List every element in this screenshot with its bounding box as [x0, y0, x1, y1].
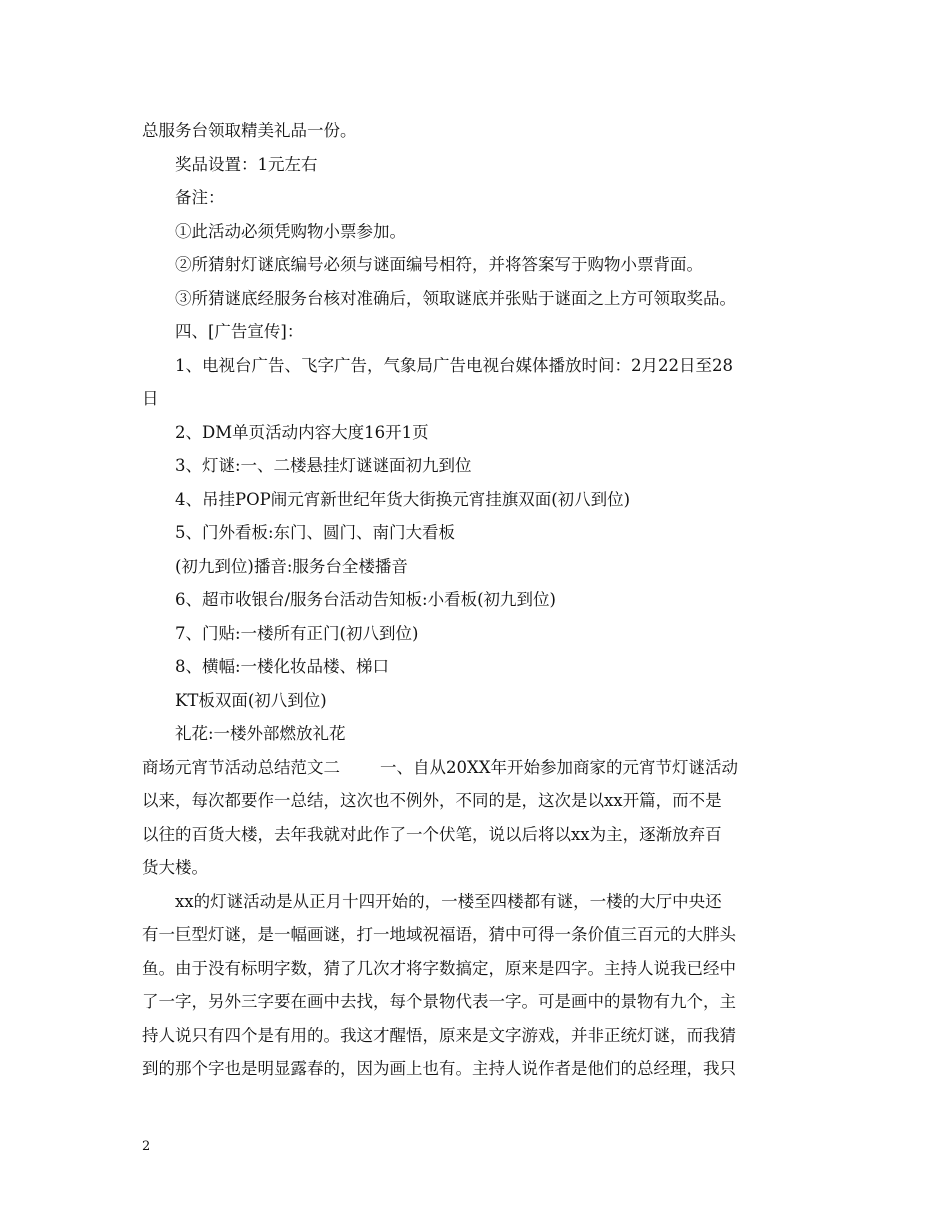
document-body: [142, 114, 810, 1086]
advertising-item: 1、电视台广告、飞字广告，气象局广告电视台媒体播放时间：2月22日至28: [175, 355, 733, 375]
note-item: ①此活动必须凭购物小票参加。: [175, 221, 406, 241]
advertising-item: 3、灯谜:一、二楼悬挂灯谜谜面初九到位: [175, 456, 472, 475]
note-item: ③所猜谜底经服务台核对准确后，领取谜底并张贴于谜面之上方可领取奖品。: [175, 288, 736, 308]
summary-line: 一、自从20XX年开始参加商家的元宵节灯谜活动: [380, 757, 738, 777]
advertising-item: 6、超市收银台/服务台活动告知板:小看板(初九到位): [175, 590, 556, 609]
advertising-item: KT板双面(初八到位): [175, 690, 327, 710]
paragraph-line: 了一字，另外三字要在画中去找，每个景物代表一字。可是画中的景物有九个，主: [142, 992, 736, 1011]
advertising-item: 8、横幅:一楼化妆品楼、梯口: [175, 657, 390, 676]
summary-first-line: [142, 751, 810, 785]
advertising-item: 7、门贴:一楼所有正门(初八到位): [175, 623, 419, 643]
paragraph-line: 持人说只有四个是有用的。我这才醒悟，原来是文字游戏，并非正统灯谜，而我猜: [142, 1025, 736, 1045]
advertising-item: 5、门外看板:东门、圆门、南门大看板: [175, 523, 456, 542]
paragraph-line: 鱼。由于没有标明字数，猜了几次才将字数搞定，原来是四字。主持人说我已经中: [142, 958, 736, 978]
text-line: 总服务台领取精美礼品一份。: [142, 121, 357, 140]
prize-setting-line: 奖品设置：1元左右: [175, 154, 318, 174]
advertising-item: 2、DM单页活动内容大度16开1页: [175, 422, 429, 442]
advertising-item-continuation: 日: [142, 389, 159, 408]
page-number: 2: [142, 1139, 151, 1154]
paragraph-line: 有一巨型灯谜，是一幅画谜，打一地域祝福语，猜中可得一条价值三百元的大胖头: [142, 925, 736, 944]
summary-line: 以来，每次都要作一总结，这次也不例外，不同的是，这次是以xx开篇，而不是: [142, 791, 722, 810]
summary-line: 以往的百货大楼，去年我就对此作了一个伏笔，说以后将以xx为主，逐渐放弃百: [142, 824, 722, 844]
note-heading: 备注：: [175, 188, 225, 207]
advertising-item: (初九到位)播音:服务台全楼播音: [175, 556, 408, 576]
paragraph-line: 到的那个字也是明显露春的，因为画上也有。主持人说作者是他们的总经理，我只: [142, 1059, 736, 1078]
advertising-item: 礼花:一楼外部燃放礼花: [175, 724, 346, 743]
section-title: 商场元宵节活动总结范文二: [142, 757, 340, 777]
section-heading-advertising: 四、[广告宣传]：: [175, 322, 304, 341]
advertising-item: 4、吊挂POP闹元宵新世纪年货大街换元宵挂旗双面(初八到位): [175, 489, 631, 509]
summary-line: 货大楼。: [142, 858, 208, 877]
paragraph-line: xx的灯谜活动是从正月十四开始的，一楼至四楼都有谜，一楼的大厅中央还: [175, 891, 722, 911]
note-item: ②所猜射灯谜底编号必须与谜面编号相符，并将答案写于购物小票背面。: [175, 255, 703, 274]
